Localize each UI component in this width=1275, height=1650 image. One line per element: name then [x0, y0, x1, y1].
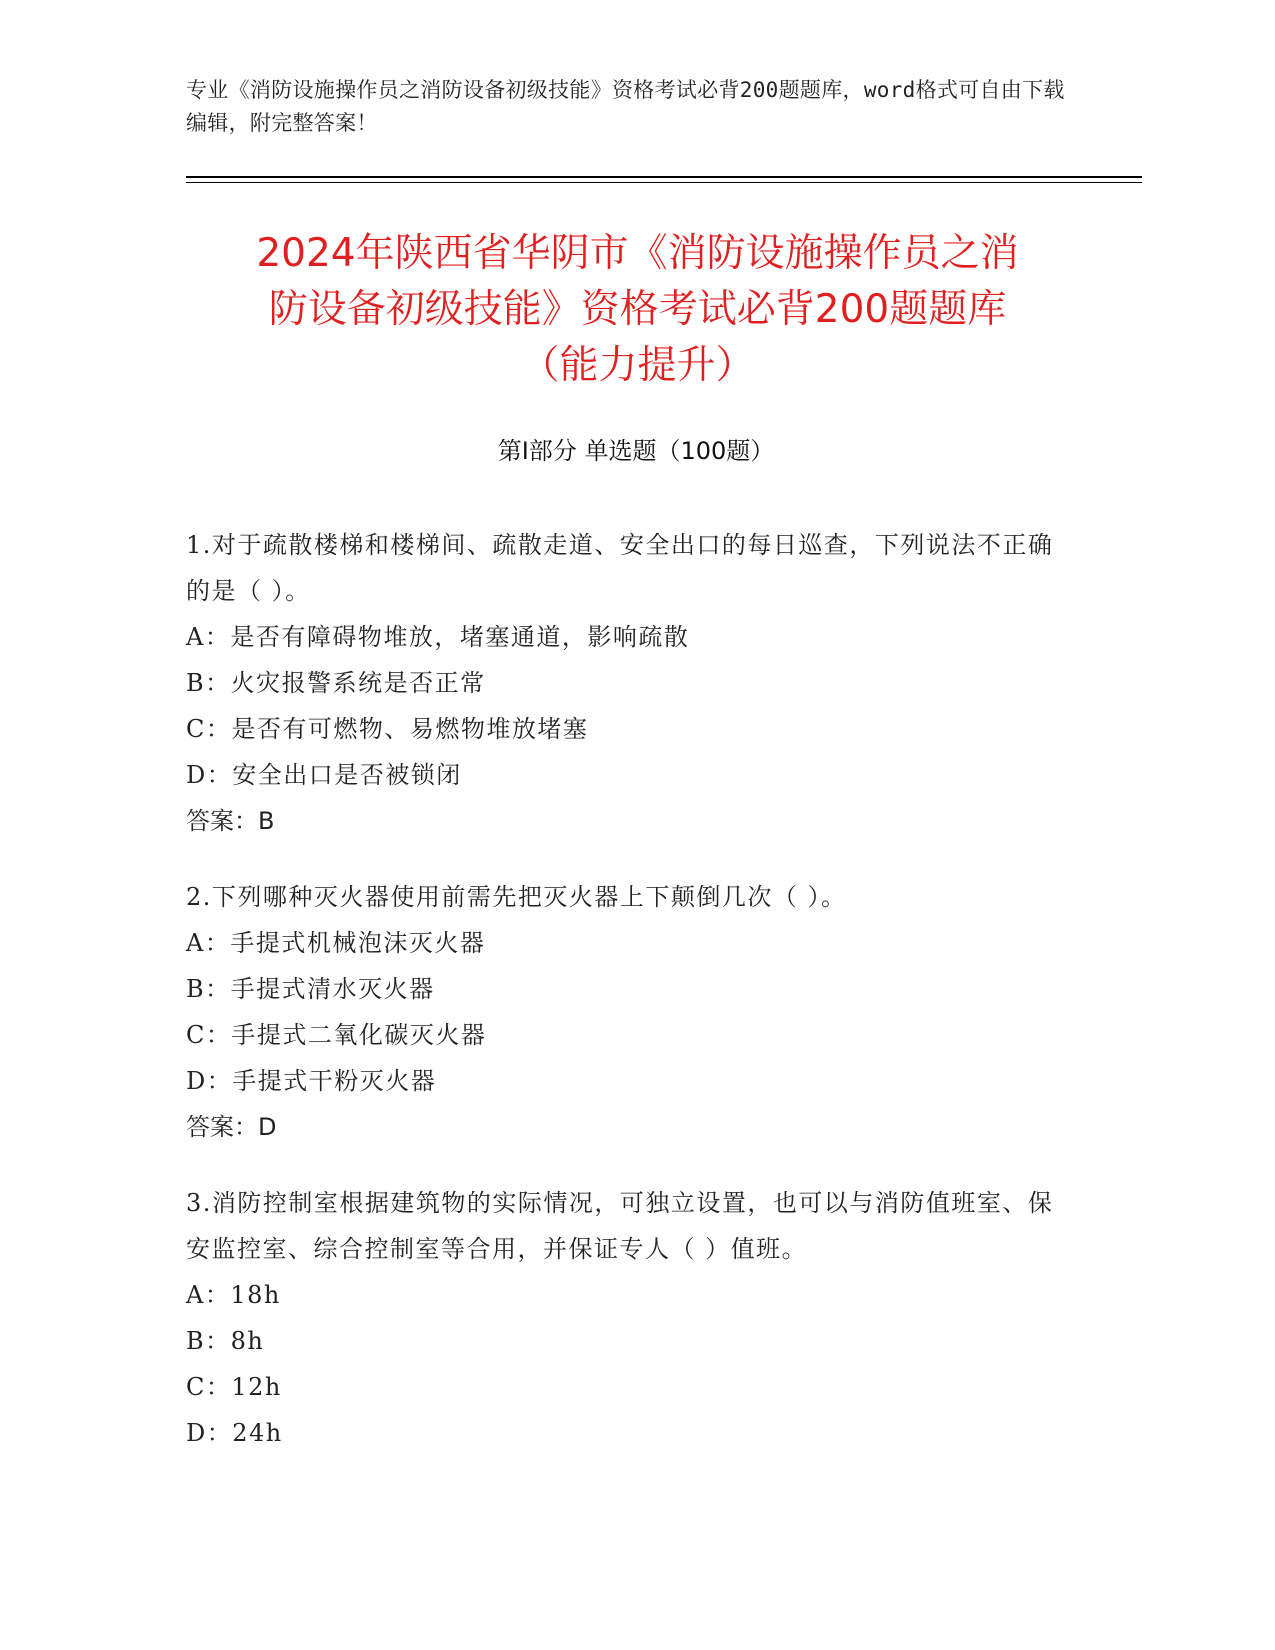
question-3 [186, 1180, 1066, 1456]
option-a: A：是否有障碍物堆放，堵塞通道，影响疏散 [186, 623, 690, 651]
option-b: B：8h [186, 1327, 265, 1355]
document-header-note: 专业《消防设施操作员之消防设备初级技能》资格考试必背200题题库，word格式可自由下载编辑，附完整答案！ [186, 78, 1065, 135]
header-divider-thin [186, 182, 1142, 183]
option-b: B：火灾报警系统是否正常 [186, 669, 486, 697]
answer-line: 答案：D [186, 1113, 277, 1141]
question-stem: 2.下列哪种灭火器使用前需先把灭火器上下颠倒几次（ ）。 [186, 883, 847, 911]
option-a: A：手提式机械泡沫灭火器 [186, 929, 486, 957]
option-a: A：18h [186, 1281, 281, 1309]
option-c: C：手提式二氧化碳灭火器 [186, 1021, 487, 1049]
option-d: D：手提式干粉灭火器 [186, 1067, 437, 1095]
option-c: C：12h [186, 1373, 282, 1401]
question-stem: 1.对于疏散楼梯和楼梯间、疏散走道、安全出口的每日巡查，下列说法不正确的是（ ）。 [186, 531, 1054, 605]
document-title [150, 226, 1125, 394]
question-list [186, 522, 1066, 1486]
title-line-2: 防设备初级技能》资格考试必背200题题库 [268, 287, 1007, 332]
question-stem: 3.消防控制室根据建筑物的实际情况，可独立设置，也可以与消防值班室、保安监控室、综合控制室等合用，并保证专人（ ）值班。 [186, 1189, 1054, 1263]
option-b: B：手提式清水灭火器 [186, 975, 435, 1003]
question-1 [186, 522, 1066, 844]
title-line-1: 2024年陕西省华阴市《消防设施操作员之消 [256, 231, 1019, 276]
option-d: D：安全出口是否被锁闭 [186, 761, 462, 789]
option-c: C：是否有可燃物、易燃物堆放堵塞 [186, 715, 589, 743]
answer-line: 答案：B [186, 807, 275, 835]
header-divider-thick [186, 176, 1142, 178]
title-line-3: （能力提升） [520, 343, 755, 388]
option-d: D：24h [186, 1419, 283, 1447]
section-heading: 第Ⅰ部分 单选题（100题） [497, 437, 775, 465]
question-2 [186, 874, 1066, 1150]
